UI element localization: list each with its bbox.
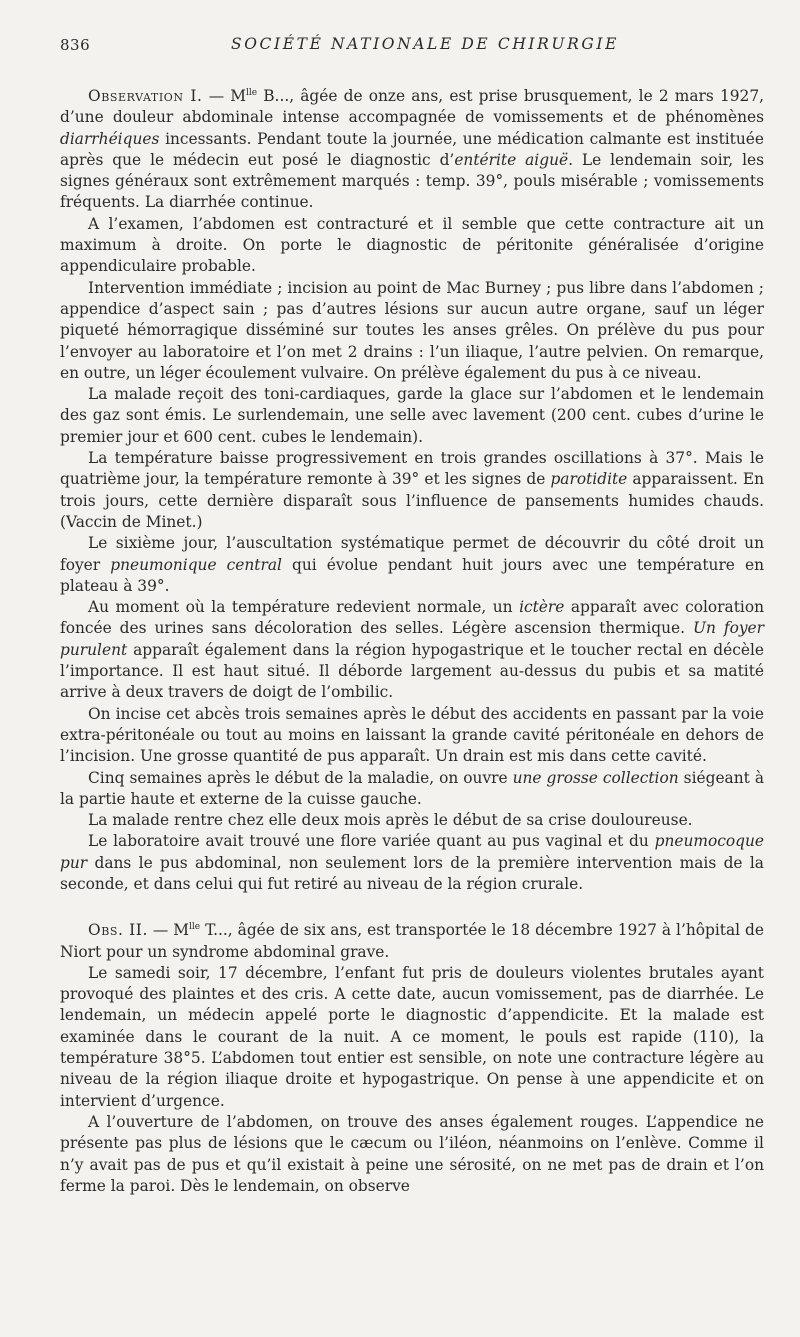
obs1-paragraph-9 (60, 768, 764, 811)
observation-label: Observation I. (88, 87, 203, 105)
text-run: Le sixième jour, l’auscultation systématique permet de découvrir du côté droit un foyer (60, 534, 764, 574)
text-run: apparaissent. En trois jours, cette dernière disparaît sous l’influence de pansements humides chauds. (Vaccin de Minet.) (60, 470, 764, 531)
journal-title: SOCIÉTÉ NATIONALE DE CHIRURGIE (231, 35, 619, 53)
text-run: T..., âgée de six ans, est transportée le 18 décembre 1927 à l’hôpital de Niort pour un syndrome abdominal grave. (60, 921, 765, 961)
superscript: lle (246, 87, 258, 98)
text-run: incessants. Pendant toute la journée, une médication calmante est instituée après que le médecin eut posé le diagnostic d’ (60, 129, 764, 169)
obs1-paragraph-3: Intervention immédiate ; incision au point de Mac Burney ; pus libre dans l’abdomen ; appendice d’aspect sain ; pas d’autres lésions sur aucun autre organe, sauf un léger piqueté hémorragique disséminé sur toutes les anses grêles. On prélève du pus pour l’envoyer au laboratoire et l’on met 2 drains : l’un iliaque, l’autre pelvien. On remarque, en outre, un léger écoulement vulvaire. On prélève également du pus à ce niveau. (60, 278, 764, 382)
obs1-paragraph-5 (60, 448, 764, 533)
body-text (60, 86, 764, 1197)
text-run: — M (147, 921, 190, 940)
obs2-paragraph-2: Le samedi soir, 17 décembre, l’enfant fut pris de douleurs violentes brutales ayant provoqué des plaintes et des cris. A cette date, aucun vomissement, pas de diarrhée. Le lendemain, un médecin appelé porte le diagnostic d’appendicite. Et la malade est examinée dans le courant de la nuit. A ce moment, le pouls est rapide (110), la température 38°5. L’abdomen tout entier est sensible, on note une contracture légère au niveau de la région iliaque droite et hypogastrique. On pense à une appendicite et on intervient d’urgence. (60, 963, 764, 1110)
text-run: apparaît avec coloration foncée des urines sans décoloration des selles. Légère ascension thermique. (60, 598, 765, 638)
obs2-paragraph-3: A l’ouverture de l’abdomen, on trouve des anses également rouges. L’appendice ne présente pas plus de lésions que le cæcum ou l’iléon, néanmoins on l’enlève. Comme il n’y avait pas de pus et qu’il existait à peine une sérosité, on ne met pas de drain et l’on ferme la paroi. Dès le lendemain, on observe (60, 1112, 764, 1195)
text-run: B..., âgée de onze ans, est prise brusquement, le 2 mars 1927, d’une douleur abdominale intense accompagnée de vomissements et de phénomènes (60, 87, 765, 127)
text-run: dans le pus abdominal, non seulement lors de la première intervention mais de la seconde, et dans celui qui fut retiré au niveau de la région crurale. (60, 853, 764, 893)
text-run: qui évolue pendant huit jours avec une température en plateau à 39°. (60, 555, 765, 595)
superscript: lle (189, 922, 201, 933)
page-number: 836 (60, 36, 91, 54)
text-run: siégeant à la partie haute et externe de la cuisse gauche. (60, 768, 765, 808)
text-run: apparaît également dans la région hypogastrique et le toucher rectal en décèle l’importance. Il est haut situé. Il déborde largement au-dessus du pubis et sa matité arrive à deux travers de doigt de l’ombilic. (60, 640, 764, 702)
text-run: . Le lendemain soir, les signes généraux sont extrêmement marqués : temp. 39°, pouls misérable ; vomissements fréquents. La diarrhée continue. (60, 150, 764, 212)
obs1-paragraph-11 (60, 831, 764, 895)
obs1-paragraph-6 (60, 533, 764, 597)
obs1-paragraph-1 (60, 86, 764, 214)
italic-term: ictère (519, 598, 565, 617)
obs1-paragraph-7 (60, 597, 764, 703)
obs1-paragraph-8: On incise cet abcès trois semaines après le début des accidents en passant par la voie extra-péritonéale ou tout au moins en laissant la grande cavité péritonéale en dehors de l’incision. Une grosse quantité de pus apparaît. Un drain est mis dans cette cavité. (60, 704, 764, 766)
italic-term: pneumonique central (110, 555, 282, 574)
italic-term: parotidite (550, 470, 628, 489)
obs1-paragraph-4: La malade reçoit des toni-cardiaques, garde la glace sur l’abdomen et le lendemain des gaz sont émis. Le surlendemain, une selle avec lavement (200 cent. cubes d’urine le premier jour et 600 cent. cubes le lendemain). (60, 385, 764, 446)
italic-term: diarrhéiques (60, 129, 160, 148)
italic-term: Un foyer purulent (60, 619, 764, 659)
obs1-paragraph-10: La malade rentre chez elle deux mois après le début de sa crise douloureuse. (88, 811, 693, 830)
italic-term: pneumocoque pur (60, 832, 764, 872)
running-head (60, 36, 760, 60)
text-run: La température baisse progressivement en trois grandes oscillations à 37°. Mais le quatrième jour, la température remonte à 39° et les signes de (60, 449, 764, 489)
obs1-paragraph-2: A l’examen, l’abdomen est contracturé et il semble que cette contracture ait un maximum à droite. On porte le diagnostic de péritonite généralisée d’origine appendiculaire probable. (60, 214, 764, 276)
obs2-paragraph-1 (60, 920, 764, 963)
text-run: — M (202, 87, 246, 105)
section-gap (60, 895, 764, 920)
text-run: Cinq semaines après le début de la maladie, on ouvre (88, 768, 513, 787)
text-run: Le laboratoire avait trouvé une flore variée quant au pus vaginal et du (88, 832, 655, 851)
observation-label: Obs. II. (88, 921, 148, 940)
text-run: Au moment où la température redevient normale, un (88, 598, 520, 617)
italic-term: une grosse collection (512, 768, 679, 787)
italic-term: entérite aiguë (454, 150, 569, 169)
